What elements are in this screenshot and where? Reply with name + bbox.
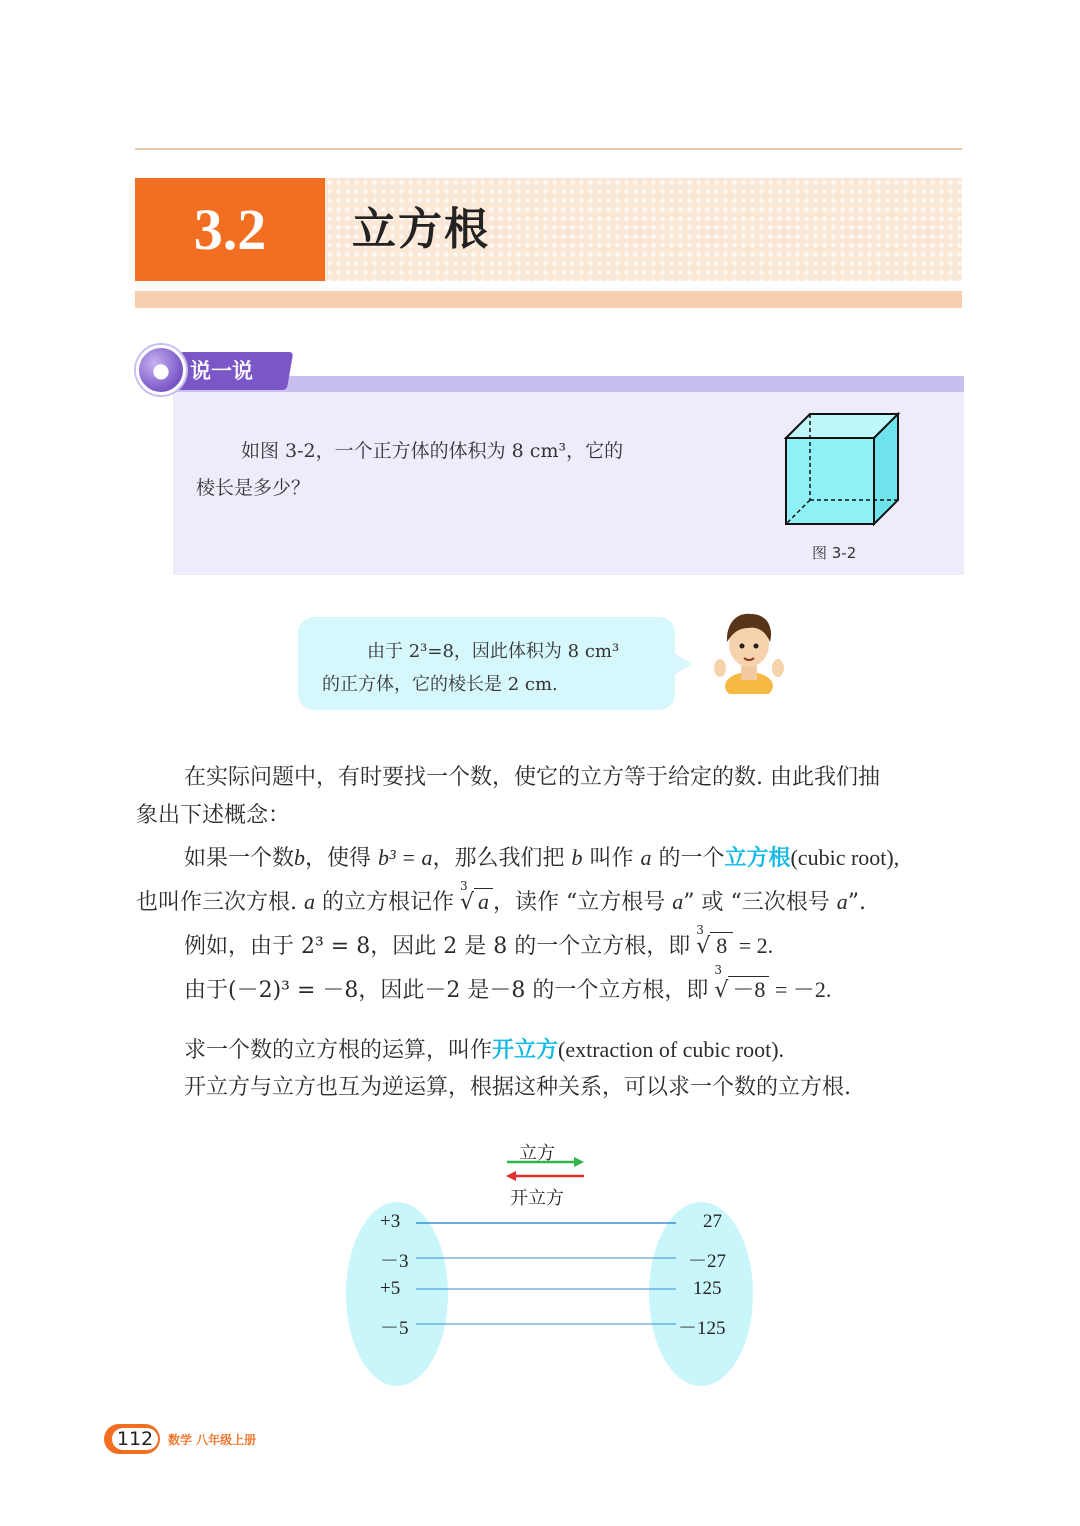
section-number: 3.2 [193, 197, 267, 262]
inverse-operation-line: 开立方与立方也互为逆运算，根据这种关系，可以求一个数的立方根. [184, 1075, 851, 1100]
paragraph-1-line-1: 在实际问题中，有时要找一个数，使它的立方等于给定的数. 由此我们抽 [184, 765, 880, 790]
boy-character-illustration [708, 608, 790, 694]
cube-root-8: 3 √ 8 [690, 933, 733, 959]
right-value: －27 [688, 1251, 727, 1272]
right-value: 27 [703, 1211, 722, 1232]
speech-bubble [298, 617, 675, 710]
left-value: +3 [380, 1211, 401, 1232]
left-value: －5 [380, 1318, 409, 1339]
cube-figure [780, 408, 904, 530]
question-line-2: 棱长是多少？ [196, 477, 311, 499]
cube-root-neg8: 3 √ －8 [708, 973, 769, 1004]
top-rule [135, 148, 962, 150]
section-title: 立方根 [352, 204, 490, 255]
bubble-line-1: 由于 2³=8，因此体积为 8 cm³ [367, 641, 620, 662]
left-value: +5 [380, 1278, 401, 1299]
arrow-label-cube: 立方 [519, 1143, 555, 1164]
keyword-extraction: 开立方 [492, 1037, 559, 1063]
book-title: 数学 八年级上册 [168, 1433, 257, 1447]
left-value: －3 [380, 1251, 409, 1272]
question-line-1: 如图 3-2，一个正方体的体积为 8 cm³，它的 [241, 440, 624, 462]
example-1: 例如，由于 2³ = 8，因此 2 是 8 的一个立方根，即 3 √ 8 = 2. [184, 923, 774, 959]
talk-tag-label: 说一说 [190, 359, 253, 383]
notation-line: 也叫作三次方根. a 的立方根记作 3 √ a ，读作 “立方根号 a” 或 “三次根号 a”. [136, 879, 866, 915]
section-under-band [135, 291, 962, 308]
figure-caption: 图 3-2 [812, 544, 857, 562]
keyword-cube-root: 立方根 [724, 845, 791, 871]
right-value: －125 [678, 1318, 726, 1339]
speech-people-icon: ● [136, 345, 186, 395]
speech-bubble-tail [668, 650, 692, 678]
paragraph-1-line-2: 象出下述概念： [136, 803, 291, 828]
right-value: 125 [693, 1278, 722, 1299]
definition-line: 如果一个数b，使得 b³ = a，那么我们把 b 叫作 a 的一个立方根(cubic root), [184, 845, 900, 871]
example-2: 由于(－2)³ = －8，因此－2 是－8 的一个立方根，即 3 √ －8 = －2. [184, 963, 832, 1003]
cube-root-a: 3 √ a [454, 889, 493, 915]
bubble-line-2: 的正方体，它的棱长是 2 cm. [322, 674, 558, 695]
operation-definition: 求一个数的立方根的运算，叫作开立方(extraction of cubic root). [184, 1037, 785, 1063]
talk-header-bar [173, 376, 964, 392]
page-number: 112 [116, 1428, 154, 1450]
arrow-label-cube-root: 开立方 [510, 1188, 564, 1209]
